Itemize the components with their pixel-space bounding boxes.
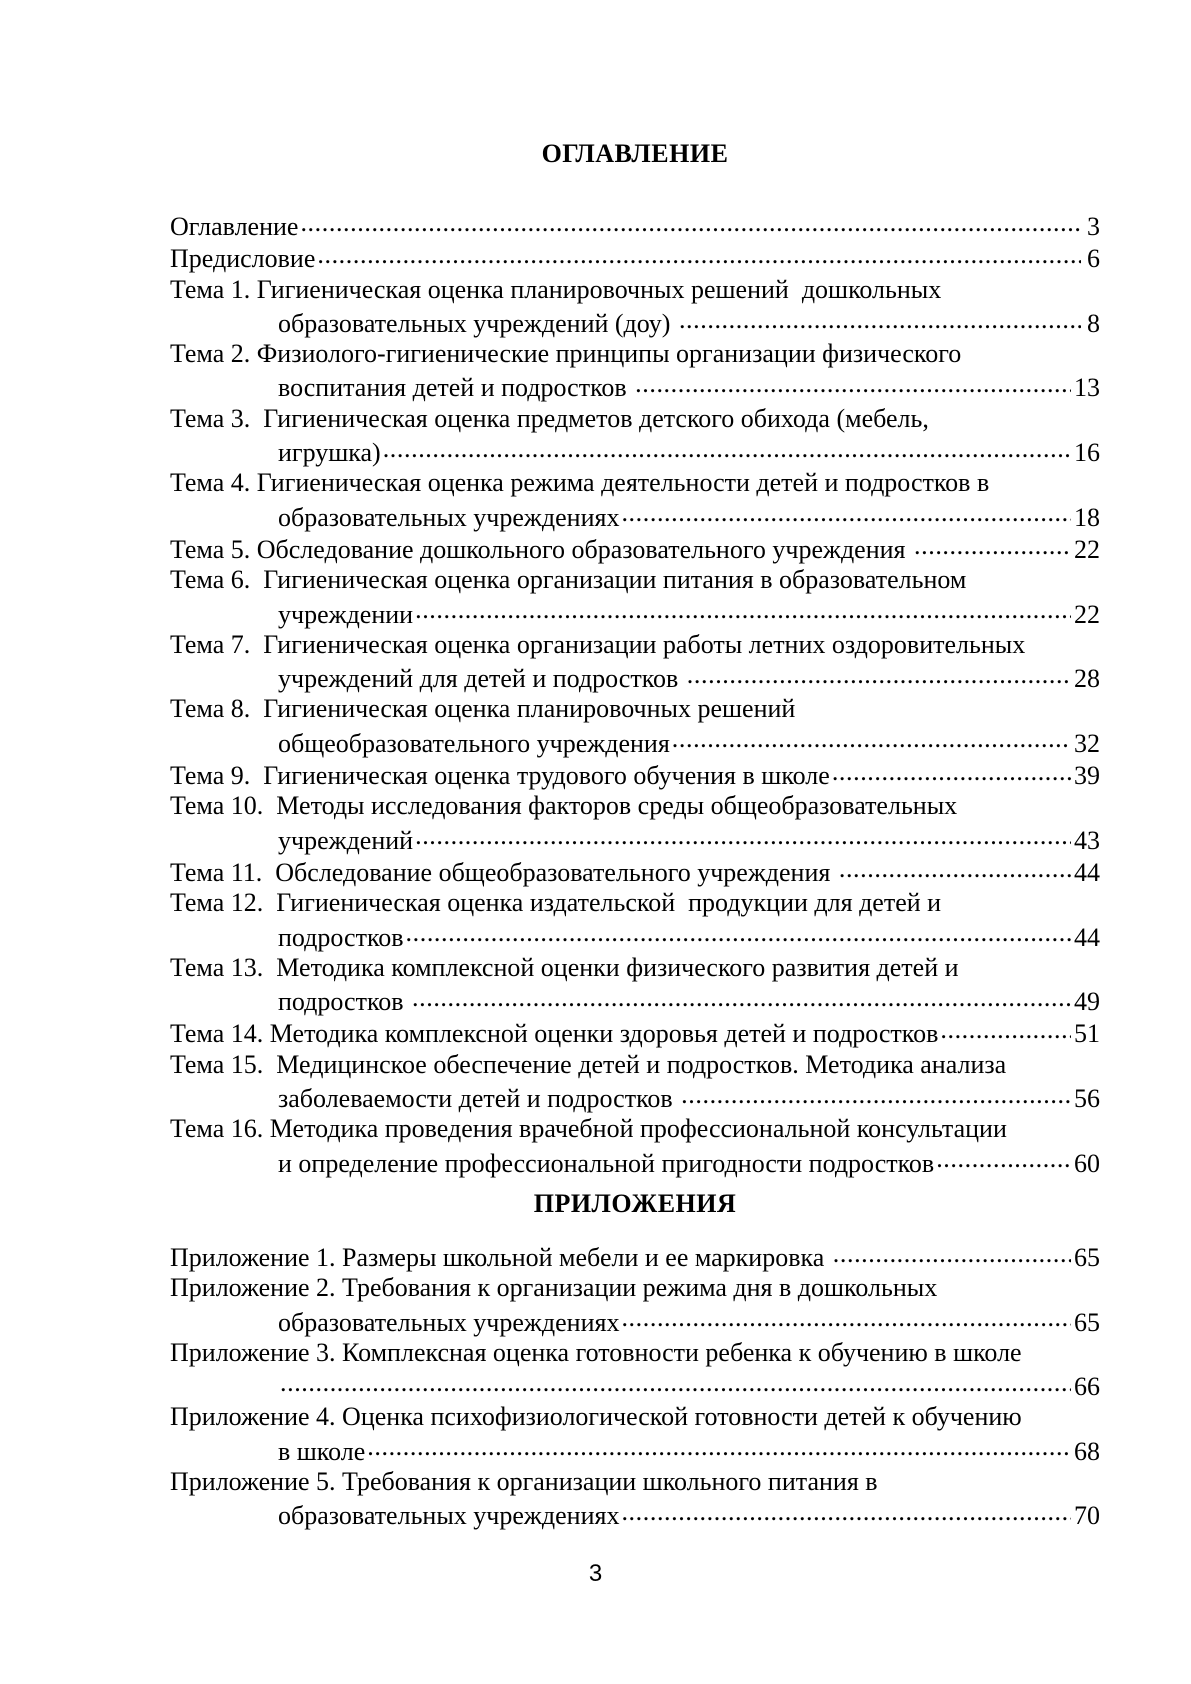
toc-entry-text: Тема 3. Гигиеническая оценка предметов детского обихода (мебель, [170, 403, 929, 433]
toc-entry-text: учреждений для детей и подростков [278, 664, 685, 694]
toc-page-number: 6 [1087, 244, 1100, 274]
toc-entry-line [170, 1305, 1100, 1337]
toc-entry-text: Тема 16. Методика проведения врачебной профессиональной консультации [170, 1114, 1007, 1144]
toc-entry[interactable] [170, 467, 1100, 532]
toc-entry-line [170, 952, 1100, 984]
toc-page-number: 49 [1074, 987, 1100, 1017]
toc-entry-text: Тема 5. Обследование дошкольного образовательного учреждения [170, 534, 913, 564]
toc-page-number: 28 [1074, 664, 1100, 694]
dot-leader [681, 1081, 1071, 1107]
toc-entry-line [170, 241, 1100, 273]
toc-entry-line [170, 693, 1100, 725]
dot-leader [406, 920, 1071, 946]
dot-leader [300, 209, 1081, 235]
toc-entry[interactable] [170, 274, 1100, 339]
toc-page-number: 22 [1074, 534, 1100, 564]
toc-entry[interactable] [170, 887, 1100, 952]
toc-entry[interactable] [170, 693, 1100, 758]
toc-page-number: 43 [1074, 825, 1100, 855]
toc-page-number: 44 [1074, 857, 1100, 887]
toc-entry[interactable] [170, 403, 1100, 468]
toc-entry-line [170, 984, 1100, 1016]
toc-entry-text: заболеваемости детей и подростков [278, 1084, 680, 1114]
appendix-entry[interactable] [170, 1240, 1100, 1272]
toc-entry-text: Тема 14. Методика комплексной оценки здоровья детей и подростков [170, 1019, 939, 1049]
toc-entry[interactable] [170, 241, 1100, 273]
toc-entry-line [170, 823, 1100, 855]
dot-leader [687, 661, 1071, 687]
appendix-entry[interactable] [170, 1401, 1100, 1466]
toc-entry-text: Приложение 5. Требования к организации школьного питания в [170, 1467, 878, 1497]
toc-entry-line [170, 855, 1100, 887]
toc-entry-line [170, 887, 1100, 919]
toc-entry-text: в школе [278, 1436, 366, 1466]
appendix-entry[interactable] [170, 1466, 1100, 1531]
toc-entry-text: Тема 6. Гигиеническая оценка организации питания в образовательном [170, 565, 967, 595]
toc-page-number: 32 [1074, 728, 1100, 758]
dot-leader [833, 1240, 1071, 1266]
toc-entry-text: учреждений [278, 825, 414, 855]
dot-leader [940, 1016, 1071, 1042]
toc-entry-line [170, 629, 1100, 661]
toc-entry-text: Предисловие [170, 244, 316, 274]
toc-entry-line [170, 1272, 1100, 1304]
toc-heading: ОГЛАВЛЕНИЕ [541, 139, 729, 168]
dot-leader [412, 984, 1071, 1010]
toc-entry-line [170, 1337, 1100, 1369]
toc-page-number: 68 [1074, 1436, 1100, 1466]
toc-entry-line [170, 500, 1100, 532]
dot-leader [839, 855, 1071, 881]
dot-leader [367, 1434, 1071, 1460]
dot-leader [914, 532, 1071, 558]
toc-entry[interactable] [170, 1113, 1100, 1178]
toc-entry[interactable] [170, 564, 1100, 629]
toc-entry-line [170, 1113, 1100, 1145]
toc-entry-text: образовательных учреждениях [278, 502, 620, 532]
page-number: 3 [588, 1560, 603, 1587]
toc-entry-text: Тема 8. Гигиеническая оценка планировочных решений [170, 694, 796, 724]
toc-entry-line [170, 435, 1100, 467]
toc-entry-text: игрушка) [278, 438, 381, 468]
toc-entry-line [170, 274, 1100, 306]
dot-leader [621, 1498, 1071, 1524]
toc-entry-line [170, 209, 1100, 241]
toc-page-number: 66 [1074, 1372, 1100, 1402]
toc-entry-text: и определение профессиональной пригодности подростков [278, 1148, 935, 1178]
toc-entry-text: Тема 12. Гигиеническая оценка издательской продукции для детей и [170, 888, 942, 918]
dot-leader [936, 1146, 1071, 1172]
toc-entry[interactable] [170, 1016, 1100, 1048]
toc-page-number: 60 [1074, 1148, 1100, 1178]
toc-list [170, 209, 1100, 1178]
toc-entry-text: подростков [278, 922, 404, 952]
toc-page-number: 44 [1074, 922, 1100, 952]
toc-entry-line [170, 564, 1100, 596]
dot-leader [621, 1305, 1071, 1331]
toc-entry-text: Тема 4. Гигиеническая оценка режима деятельности детей и подростков в [170, 468, 990, 498]
toc-entry-line [170, 532, 1100, 564]
toc-entry-line [170, 1240, 1100, 1272]
toc-entry-line [170, 1146, 1100, 1178]
toc-entry-text: Приложение 3. Комплексная оценка готовности ребенка к обучению в школе [170, 1337, 1022, 1367]
toc-entry-text: Тема 13. Методика комплексной оценки физического развития детей и [170, 952, 959, 982]
toc-entry-line [170, 1434, 1100, 1466]
appendix-entry[interactable] [170, 1272, 1100, 1337]
toc-page-number: 65 [1074, 1243, 1100, 1272]
toc-entry-text: Оглавление [170, 212, 299, 241]
toc-page-number: 8 [1087, 308, 1100, 338]
toc-entry-text: Тема 2. Физиолого-гигиенические принципы организации физического [170, 339, 962, 369]
toc-entry-line [170, 661, 1100, 693]
toc-page-number: 18 [1074, 502, 1100, 532]
toc-entry-line [170, 306, 1100, 338]
toc-entry[interactable] [170, 338, 1100, 403]
dot-leader [672, 726, 1071, 752]
appendix-heading: ПРИЛОЖЕНИЯ [533, 1189, 737, 1218]
dot-leader [383, 435, 1071, 461]
toc-entry-line [170, 597, 1100, 629]
toc-entry-line [170, 920, 1100, 952]
toc-entry[interactable] [170, 629, 1100, 694]
toc-entry-text: Приложение 2. Требования к организации режима дня в дошкольных [170, 1273, 938, 1303]
toc-entry-text: подростков [278, 987, 411, 1017]
toc-entry-text: Тема 9. Гигиеническая оценка трудового обучения в школе [170, 761, 830, 791]
appendix-list [170, 1240, 1100, 1531]
toc-entry-text: общеобразовательного учреждения [278, 728, 670, 758]
toc-entry[interactable] [170, 758, 1100, 790]
toc-page-number: 13 [1074, 373, 1100, 403]
dot-leader [415, 823, 1071, 849]
toc-entry-text: образовательных учреждениях [278, 1501, 620, 1531]
toc-entry-line [170, 467, 1100, 499]
toc-page-number: 16 [1074, 438, 1100, 468]
toc-entry-text: Тема 11. Обследование общеобразовательного учреждения [170, 857, 837, 887]
dot-leader [280, 1369, 1071, 1395]
dot-leader [621, 500, 1071, 526]
toc-entry-text: Тема 10. Методы исследования факторов среды общеобразовательных [170, 791, 958, 821]
toc-entry-text: воспитания детей и подростков [278, 373, 634, 403]
toc-entry[interactable] [170, 855, 1100, 887]
toc-page-number: 65 [1074, 1307, 1100, 1337]
toc-entry-line [170, 726, 1100, 758]
toc-entry-text: Тема 1. Гигиеническая оценка планировочных решений дошкольных [170, 274, 942, 304]
toc-entry[interactable] [170, 1049, 1100, 1114]
toc-entry-line [170, 370, 1100, 402]
appendix-entry[interactable] [170, 1337, 1100, 1402]
toc-entry[interactable] [170, 532, 1100, 564]
toc-entry[interactable] [170, 952, 1100, 1017]
toc-entry[interactable] [170, 790, 1100, 855]
dot-leader [635, 370, 1071, 396]
toc-entry-text: Приложение 4. Оценка психофизиологической готовности детей к обучению [170, 1402, 1022, 1432]
toc-entry-line [170, 1049, 1100, 1081]
toc-page-number: 22 [1074, 599, 1100, 629]
toc-entry-line [170, 1401, 1100, 1433]
dot-leader [415, 597, 1071, 623]
toc-entry-text: Приложение 1. Размеры школьной мебели и ее маркировка [170, 1243, 831, 1272]
toc-entry-text: Тема 7. Гигиеническая оценка организации работы летних оздоровительных [170, 629, 1026, 659]
toc-entry[interactable] [170, 209, 1100, 241]
dot-leader [317, 241, 1081, 267]
toc-entry-line [170, 1466, 1100, 1498]
toc-entry-line [170, 338, 1100, 370]
toc-page-number: 39 [1074, 761, 1100, 791]
toc-entry-line [170, 403, 1100, 435]
toc-entry-line [170, 1081, 1100, 1113]
toc-page-number: 3 [1087, 212, 1100, 241]
dot-leader [832, 758, 1071, 784]
toc-entry-text: учреждении [278, 599, 414, 629]
toc-entry-line [170, 1498, 1100, 1530]
toc-entry-text: Тема 15. Медицинское обеспечение детей и подростков. Методика анализа [170, 1049, 1007, 1079]
dot-leader [679, 306, 1081, 332]
toc-page-number: 51 [1074, 1019, 1100, 1049]
toc-page-number: 56 [1074, 1084, 1100, 1114]
toc-page-number: 70 [1074, 1501, 1100, 1531]
toc-entry-line [170, 790, 1100, 822]
toc-entry-line [170, 1369, 1100, 1401]
toc-entry-text: образовательных учреждениях [278, 1307, 620, 1337]
toc-entry-line [170, 1016, 1100, 1048]
toc-entry-text: образовательных учреждений (доу) [278, 308, 677, 338]
toc-entry-line [170, 758, 1100, 790]
